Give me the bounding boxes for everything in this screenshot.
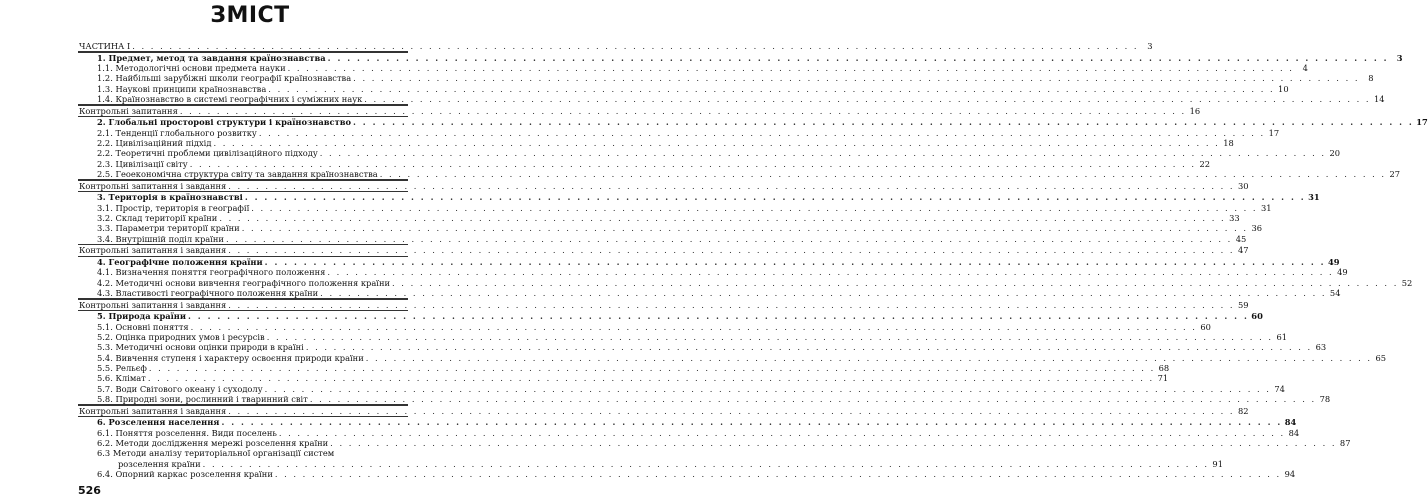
toc-entry-title: 5.6. Клімат	[97, 373, 146, 384]
toc-entry-page: 22	[1199, 158, 1210, 169]
toc-entry-page: 18	[1223, 137, 1234, 148]
toc-entry	[78, 342, 1327, 353]
dot-leader	[242, 223, 1248, 233]
dot-leader	[149, 363, 1155, 373]
table-of-contents	[78, 41, 1428, 480]
toc-entry	[78, 158, 1210, 169]
toc-entry-page: 3	[1147, 41, 1153, 51]
toc-entry-title: 1.1. Методологічні основи предмета науки	[97, 62, 286, 73]
toc-entry	[78, 94, 1385, 105]
toc-entry-page: 27	[1389, 169, 1401, 180]
toc-entry-title: 5.8. Природні зони, рослинний і тваринний світ	[97, 394, 308, 405]
toc-entry	[78, 394, 1331, 405]
dot-leader	[228, 406, 1234, 416]
toc-entry-page: 31	[1260, 202, 1272, 213]
toc-entry-title: 4. Географічне положення країни	[97, 256, 263, 267]
dot-leader	[327, 267, 1333, 277]
dot-leader	[328, 53, 1389, 63]
toc-entry-title: 2.3. Цивілізації світу	[97, 158, 188, 169]
toc-entry	[78, 277, 1413, 288]
toc-entry-page: 84	[1284, 417, 1297, 428]
dot-leader	[265, 257, 1326, 267]
toc-entry	[78, 469, 1296, 480]
dot-leader	[180, 106, 1186, 116]
toc-entry	[78, 311, 1263, 322]
toc-entry-page: 49	[1327, 256, 1340, 267]
toc-entry	[78, 448, 408, 458]
toc-entry	[78, 458, 1223, 469]
toc-entry	[78, 417, 1297, 428]
toc-entry	[78, 83, 1289, 94]
toc-entry	[78, 212, 1240, 223]
dot-leader	[245, 192, 1306, 202]
toc-entry-title: 6.2. Методи дослідження мережі розселення країни	[97, 437, 329, 448]
dot-leader	[148, 373, 1154, 383]
toc-entry-title: 5.1. Основні поняття	[97, 321, 189, 332]
toc-entry-page: 74	[1274, 383, 1285, 394]
toc-entry-title: 5.4. Вивчення ступеня і характеру освоєння природи країни	[97, 352, 364, 363]
toc-entry-title: 5.5. Рельєф	[97, 362, 147, 373]
toc-entry-page: 87	[1339, 437, 1351, 448]
dot-leader	[132, 41, 1138, 51]
toc-entry-title: 3.4. Внутрішній поділ країни	[97, 233, 224, 244]
dot-leader	[353, 117, 1414, 127]
dot-leader	[265, 384, 1271, 394]
toc-entry-title: Контрольні запитання і завдання	[79, 405, 227, 416]
toc-entry-page: 82	[1237, 405, 1249, 416]
toc-entry-page: 17	[1416, 117, 1428, 128]
toc-entry-title: 3. Територія в країнознавстві	[97, 192, 243, 203]
dot-leader	[380, 169, 1386, 179]
toc-entry-page: 14	[1374, 94, 1385, 105]
toc-entry	[78, 373, 1169, 384]
dot-leader	[320, 148, 1326, 158]
toc-entry-page: 47	[1237, 245, 1249, 256]
toc-entry-page: 94	[1284, 469, 1296, 480]
toc-entry-title: 3.3. Параметри території країни	[97, 223, 240, 234]
dot-leader	[213, 138, 1219, 148]
toc-entry-title: 6.1. Поняття розселення. Види поселень	[97, 427, 277, 438]
toc-entry-title: 1. Предмет, метод та завдання країнознавства	[97, 52, 326, 63]
toc-entry	[78, 192, 1320, 203]
page-title: ЗМІСТ	[210, 3, 290, 28]
toc-entry-title: 5.7. Води Світового океану і суходолу	[97, 383, 263, 394]
toc-entry-page: 49	[1337, 267, 1348, 278]
toc-entry-title: 6.4. Опорний каркас розселення країни	[97, 469, 273, 480]
toc-entry	[78, 233, 1247, 244]
dot-leader	[259, 128, 1265, 138]
toc-entry-title: Контрольні запитання і завдання	[79, 245, 227, 256]
dot-leader	[228, 181, 1234, 191]
toc-entry-page: 31	[1308, 192, 1320, 203]
toc-entry-title: 4.2. Методичні основи вивчення географічного положення країни	[97, 277, 391, 288]
toc-entry-title: 2.2. Теоретичні проблеми цивілізаційного підходу	[97, 148, 318, 159]
toc-entry	[78, 137, 1234, 148]
toc-entry-title: Контрольні запитання і завдання	[79, 180, 227, 191]
toc-entry-page: 36	[1251, 223, 1262, 234]
dot-leader	[306, 342, 1312, 352]
toc-entry-title: розселення країни	[118, 458, 201, 469]
toc-entry-page: 68	[1158, 362, 1170, 373]
dot-leader	[228, 245, 1234, 255]
toc-entry	[78, 127, 1280, 138]
toc-entry-title: 5.3. Методичні основи оцінки природи в країні	[97, 342, 304, 353]
dot-leader	[191, 322, 1197, 332]
toc-entry-page: 65	[1375, 352, 1387, 363]
toc-entry	[78, 427, 1300, 438]
toc-entry-title: 2.1. Тенденції глобального розвитку	[97, 127, 257, 138]
dot-leader	[188, 311, 1249, 321]
toc-entry-page: 54	[1329, 287, 1341, 298]
toc-entry	[78, 223, 1262, 234]
toc-entry-page: 45	[1235, 233, 1247, 244]
dot-leader	[221, 417, 1282, 427]
toc-entry-page: 52	[1401, 277, 1413, 288]
dot-leader	[353, 73, 1359, 83]
dot-leader	[226, 234, 1232, 244]
toc-entry-page: 78	[1319, 394, 1331, 405]
toc-entry-page: 71	[1157, 373, 1169, 384]
toc-entry	[78, 256, 1340, 267]
toc-entry	[78, 362, 1170, 373]
dot-leader	[392, 278, 1398, 288]
dot-leader	[251, 203, 1257, 213]
toc-entry	[78, 299, 1249, 310]
toc-entry	[78, 267, 1348, 278]
toc-entry-title: 5.2. Оцінка природних умов і ресурсів	[97, 331, 265, 342]
toc-entry-page: 10	[1278, 83, 1289, 94]
toc-entry-title: 2.5. Геоекономічна структура світу та завдання країнознавства	[97, 169, 378, 180]
page-number: 526	[78, 484, 101, 497]
dot-leader	[267, 332, 1273, 342]
toc-entry-page: 30	[1237, 180, 1249, 191]
toc-entry-page: 59	[1237, 299, 1249, 310]
toc-entry-page: 84	[1288, 427, 1300, 438]
toc-entry-title: 3.2. Склад території країни	[97, 212, 218, 223]
toc-entry-page: 17	[1268, 127, 1280, 138]
toc-entry	[78, 331, 1287, 342]
toc-entry-title: 1.2. Найбільші зарубіжні школи географії країнознавства	[97, 73, 352, 84]
toc-entry-title: Контрольні запитання і завдання	[79, 299, 227, 310]
toc-entry	[78, 287, 1341, 298]
toc-entry	[78, 73, 1374, 84]
toc-entry-title: 6. Розселення населення	[97, 417, 220, 428]
toc-entry-title: 2.2. Цивілізаційний підхід	[97, 137, 212, 148]
dot-leader	[310, 394, 1316, 404]
toc-entry	[78, 321, 1211, 332]
toc-entry	[78, 148, 1341, 159]
toc-entry-page: 33	[1229, 212, 1240, 223]
toc-entry-title: 6.3 Методи аналізу територіальної організації систем	[97, 448, 335, 459]
toc-entry-title: 1.4. Країнознавство в системі географічних і суміжних наук	[97, 94, 363, 105]
toc-entry-page: 60	[1200, 321, 1211, 332]
dot-leader	[268, 84, 1274, 94]
toc-entry	[78, 180, 1249, 191]
dot-leader	[203, 459, 1209, 469]
dot-leader	[366, 353, 1372, 363]
dot-leader	[228, 300, 1234, 310]
toc-entry-title: 5. Природа країни	[97, 311, 187, 322]
toc-entry-title: ЧАСТИНА І	[79, 41, 131, 51]
toc-entry-page: 91	[1212, 458, 1223, 469]
toc-entry-page: 3	[1396, 52, 1403, 63]
toc-entry-title: 4.1. Визначення поняття географічного положення	[97, 267, 326, 278]
toc-entry-title: 4.3. Властивості географічного положення країни	[97, 287, 319, 298]
toc-entry	[78, 383, 1285, 394]
toc-entry-page: 4	[1302, 62, 1308, 73]
dot-leader	[364, 94, 1370, 104]
toc-entry	[78, 105, 1201, 116]
toc-entry-title: Контрольні запитання	[79, 105, 178, 116]
dot-leader	[190, 159, 1196, 169]
toc-entry	[78, 62, 1308, 73]
toc-entry-page: 60	[1251, 311, 1263, 322]
dot-leader	[330, 438, 1336, 448]
toc-entry-title: 1.3. Наукові принципи країнознавства	[97, 83, 267, 94]
toc-entry	[78, 202, 1272, 213]
dot-leader	[219, 213, 1225, 223]
toc-entry	[78, 169, 1401, 180]
toc-entry-page: 63	[1315, 342, 1327, 353]
toc-entry	[78, 352, 1387, 363]
toc-entry-page: 61	[1276, 331, 1287, 342]
dot-leader	[279, 428, 1285, 438]
dot-leader	[320, 288, 1326, 298]
toc-entry-title: 3.1. Простір, територія в географії	[97, 202, 250, 213]
toc-entry	[78, 437, 1351, 448]
dot-leader	[275, 469, 1281, 479]
toc-entry	[78, 405, 1249, 416]
toc-entry	[78, 41, 1153, 51]
toc-entry	[78, 117, 1428, 128]
toc-entry-page: 20	[1329, 148, 1341, 159]
toc-entry-page: 16	[1189, 105, 1201, 116]
dot-leader	[288, 63, 1294, 73]
toc-entry-page: 8	[1368, 73, 1374, 84]
toc-entry	[78, 245, 1249, 256]
toc-entry-title: 2. Глобальні просторові структури і країнознавство	[97, 117, 352, 128]
toc-entry	[78, 52, 1403, 63]
